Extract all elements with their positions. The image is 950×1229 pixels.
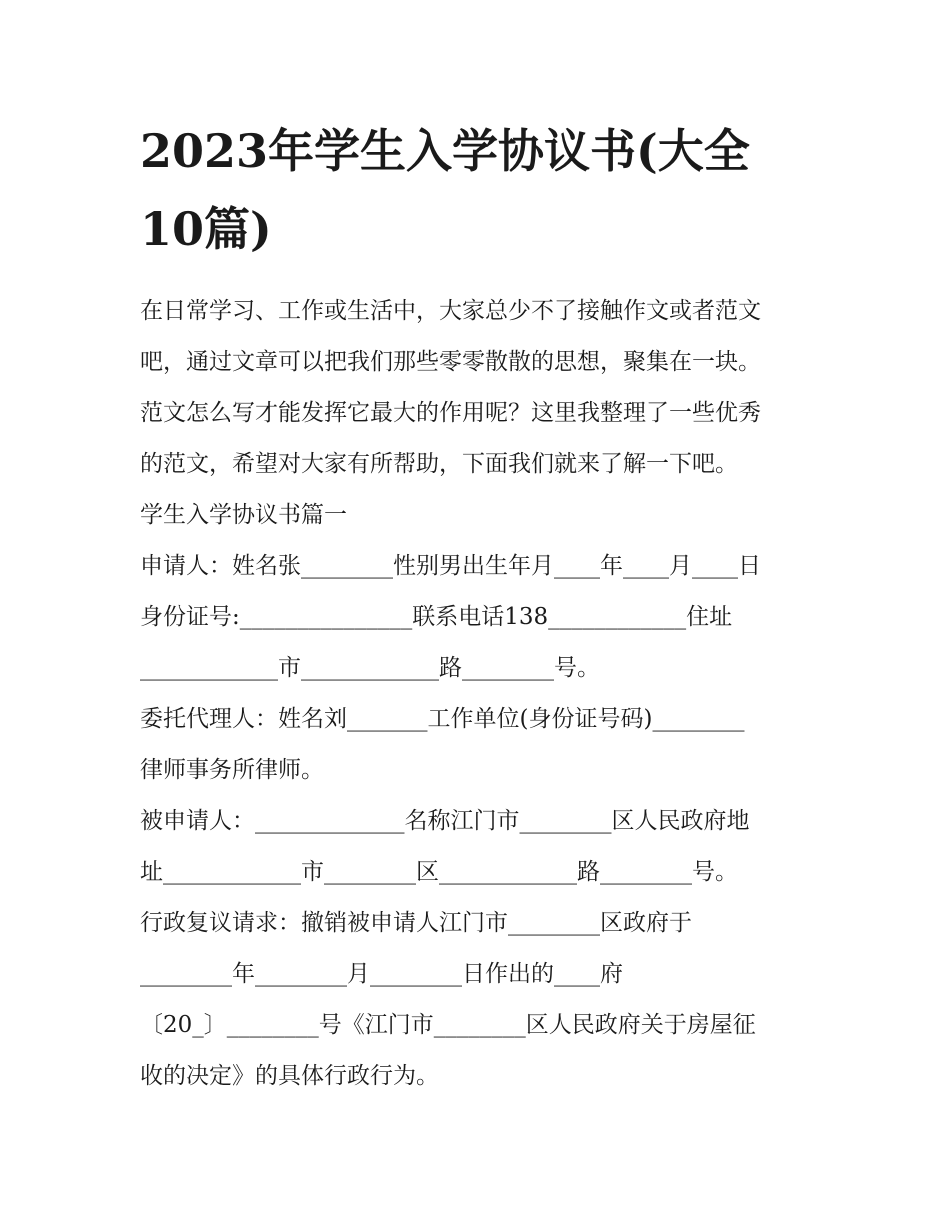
section-heading: 学生入学协议书篇一 [140, 502, 347, 528]
intro-line: 在日常学习、工作或生活中，大家总少不了接触作文或者范文 [140, 298, 761, 324]
body-line: 申请人：姓名张________性别男出生年月____年____月____日 [140, 553, 761, 579]
title-line-2: 10篇) [140, 202, 272, 256]
agreement-body [140, 541, 820, 1102]
body-line: 律师事务所律师。 [140, 757, 324, 783]
body-line: 收的决定》的具体行政行为。 [140, 1063, 439, 1089]
body-line: ________年________月________日作出的____府 [140, 961, 623, 987]
body-line: 址____________市________区____________路________号。 [140, 859, 738, 885]
intro-line: 范文怎么写才能发挥它最大的作用呢？这里我整理了一些优秀 [140, 400, 761, 426]
intro-line: 吧，通过文章可以把我们那些零零散散的思想，聚集在一块。 [140, 349, 761, 375]
intro-paragraph [140, 286, 820, 490]
body-line: 〔20_〕________号《江门市________区人民政府关于房屋征 [140, 1012, 756, 1038]
body-line: 被申请人：_____________名称江门市________区人民政府地 [140, 808, 750, 834]
title-line-1: 2023年学生入学协议书(大全 [140, 124, 750, 178]
body-line: 委托代理人：姓名刘_______工作单位(身份证号码)________ [140, 706, 745, 732]
document-title [140, 112, 820, 268]
body-line: 行政复议请求：撤销被申请人江门市________区政府于 [140, 910, 692, 936]
document-page [140, 112, 820, 1102]
body-line: ____________市____________路________号。 [140, 655, 600, 681]
body-line: 身份证号:_______________联系电话138____________住址 [140, 604, 733, 630]
intro-line: 的范文，希望对大家有所帮助，下面我们就来了解一下吧。 [140, 451, 738, 477]
